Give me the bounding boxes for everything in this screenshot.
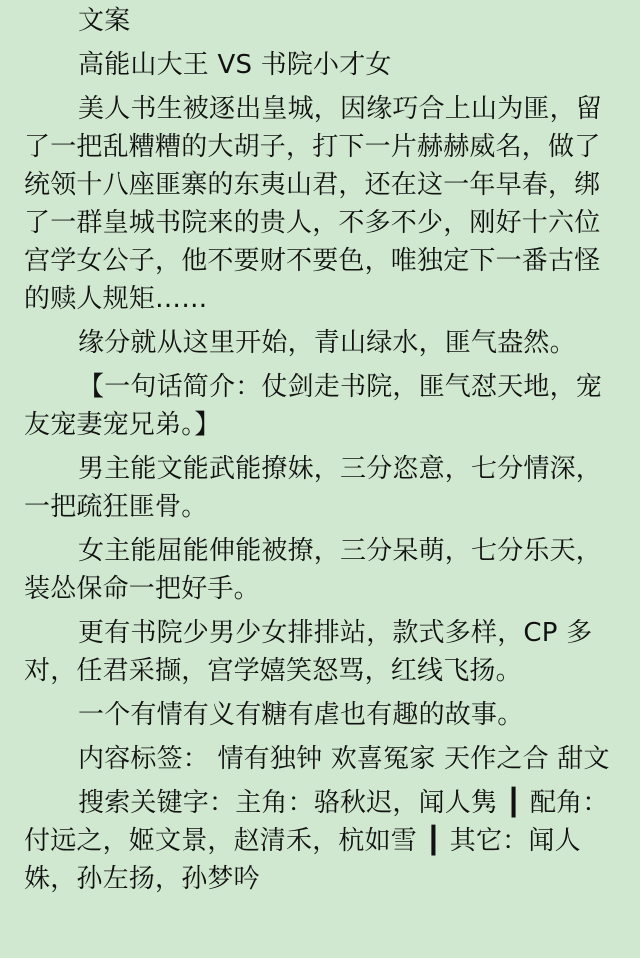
female-lead-description: 女主能屈能伸能被撩，三分呆萌，七分乐天，装怂保命一把好手。 xyxy=(24,536,603,604)
supporting-cast-description: 更有书院少男少女排排站，款式多样，CP 多对，任君采撷，宫学嬉笑怒骂，红线飞扬。 xyxy=(24,618,593,686)
one-line-summary: 【一句话简介：仗剑走书院，匪气怼天地，宠友宠妻宠兄弟。】 xyxy=(24,372,603,440)
search-keywords: 搜索关键字：主角：骆秋迟，闻人隽 ┃ 配角：付远之，姬文景，赵清禾，杭如雪 ┃ 其它：闻人姝，孙左扬，孙梦吟 xyxy=(24,788,609,894)
synopsis-paragraph: 缘分就从这里开始，青山绿水，匪气盎然。 xyxy=(78,328,576,358)
synopsis-paragraph: 美人书生被逐出皇城，因缘巧合上山为匪，留了一把乱糟糟的大胡子，打下一片赫赫威名，做了统领十八座匪寨的东夷山君，还在这一年早春，绑了一群皇城书院来的贵人，不多不少，刚好十六位宫学女公子，他不要财不要色，唯独定下一番古怪的赎人规矩…… xyxy=(24,94,603,314)
story-summary: 一个有情有义有糖有虐也有趣的故事。 xyxy=(78,700,524,730)
document-heading: 文案 xyxy=(78,6,131,36)
male-lead-description: 男主能文能武能撩妹，三分恣意，七分情深，一把疏狂匪骨。 xyxy=(24,454,603,522)
document-subtitle: 高能山大王 VS 书院小才女 xyxy=(78,50,392,80)
content-tags: 内容标签： 情有独钟 欢喜冤家 天作之合 甜文 xyxy=(78,744,610,774)
